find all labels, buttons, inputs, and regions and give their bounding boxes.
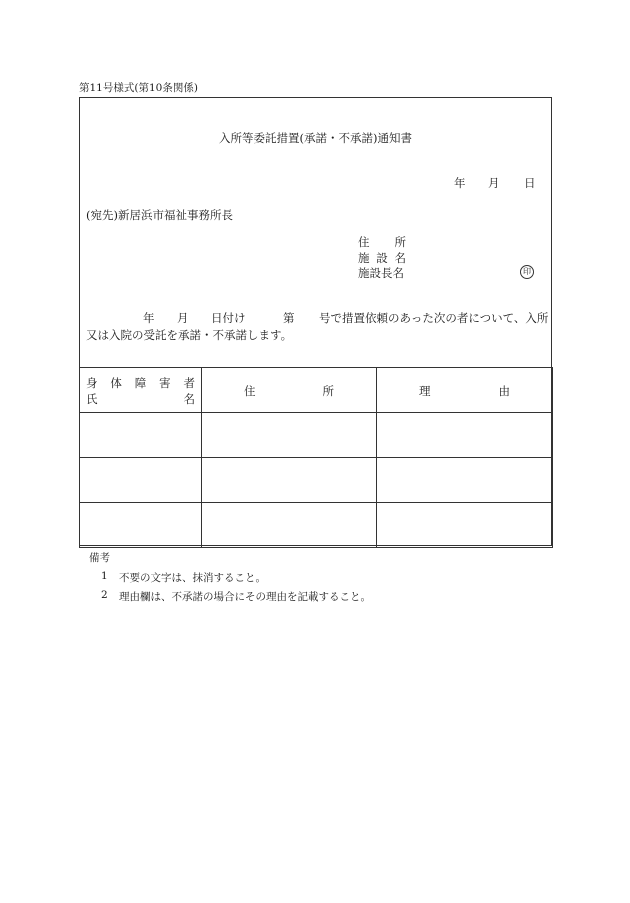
body-dated: 日付け <box>211 311 246 325</box>
header-reason: 理 由 <box>419 384 510 398</box>
date-day-label: 日 <box>524 176 536 190</box>
address-label: 住 所 <box>358 235 406 249</box>
address-field[interactable] <box>202 503 377 548</box>
address-field[interactable] <box>202 413 377 458</box>
reason-field[interactable] <box>377 503 553 548</box>
table-row <box>80 503 553 548</box>
header-address: 住 所 <box>244 384 334 398</box>
facility-name-label: 施 設 名 <box>358 251 406 265</box>
director-name-label: 施設長名 <box>358 266 404 280</box>
header-full-name: 氏 名 <box>86 392 195 406</box>
person-table <box>79 367 553 548</box>
note-text: 理由欄は、不承諾の場合にその理由を記載すること。 <box>119 591 371 603</box>
table-row <box>80 458 553 503</box>
table-row <box>80 413 553 458</box>
body-year: 年 <box>143 311 155 325</box>
document-title: 入所等委託措置(承諾・不承諾)通知書 <box>219 131 412 145</box>
header-address-cell <box>202 368 377 413</box>
form-number: 第11号様式(第10条関係) <box>79 82 198 94</box>
body-month: 月 <box>177 311 189 325</box>
header-name-cell <box>80 368 202 413</box>
note-text: 不要の文字は、抹消すること。 <box>119 572 266 584</box>
note-number: 2 <box>101 589 108 601</box>
notes-heading: 備考 <box>89 552 110 564</box>
body-number-prefix: 第 <box>283 311 295 325</box>
header-reason-cell <box>377 368 553 413</box>
address-field[interactable] <box>202 458 377 503</box>
reason-field[interactable] <box>377 458 553 503</box>
name-field[interactable] <box>80 413 202 458</box>
addressee: (宛先)新居浜市福祉事務所長 <box>86 208 233 222</box>
body-line2: 又は入院の受託を承諾・不承諾します。 <box>86 328 293 342</box>
name-field[interactable] <box>80 503 202 548</box>
reason-field[interactable] <box>377 413 553 458</box>
header-disabled-person: 身 体 障 害 者 <box>86 376 195 390</box>
name-field[interactable] <box>80 458 202 503</box>
date-year-label: 年 <box>454 176 466 190</box>
note-number: 1 <box>101 570 108 582</box>
body-line1-rest: 号で措置依頼のあった次の者について、入所 <box>319 311 549 325</box>
date-month-label: 月 <box>488 176 500 190</box>
seal-mark: 印 <box>520 265 534 279</box>
